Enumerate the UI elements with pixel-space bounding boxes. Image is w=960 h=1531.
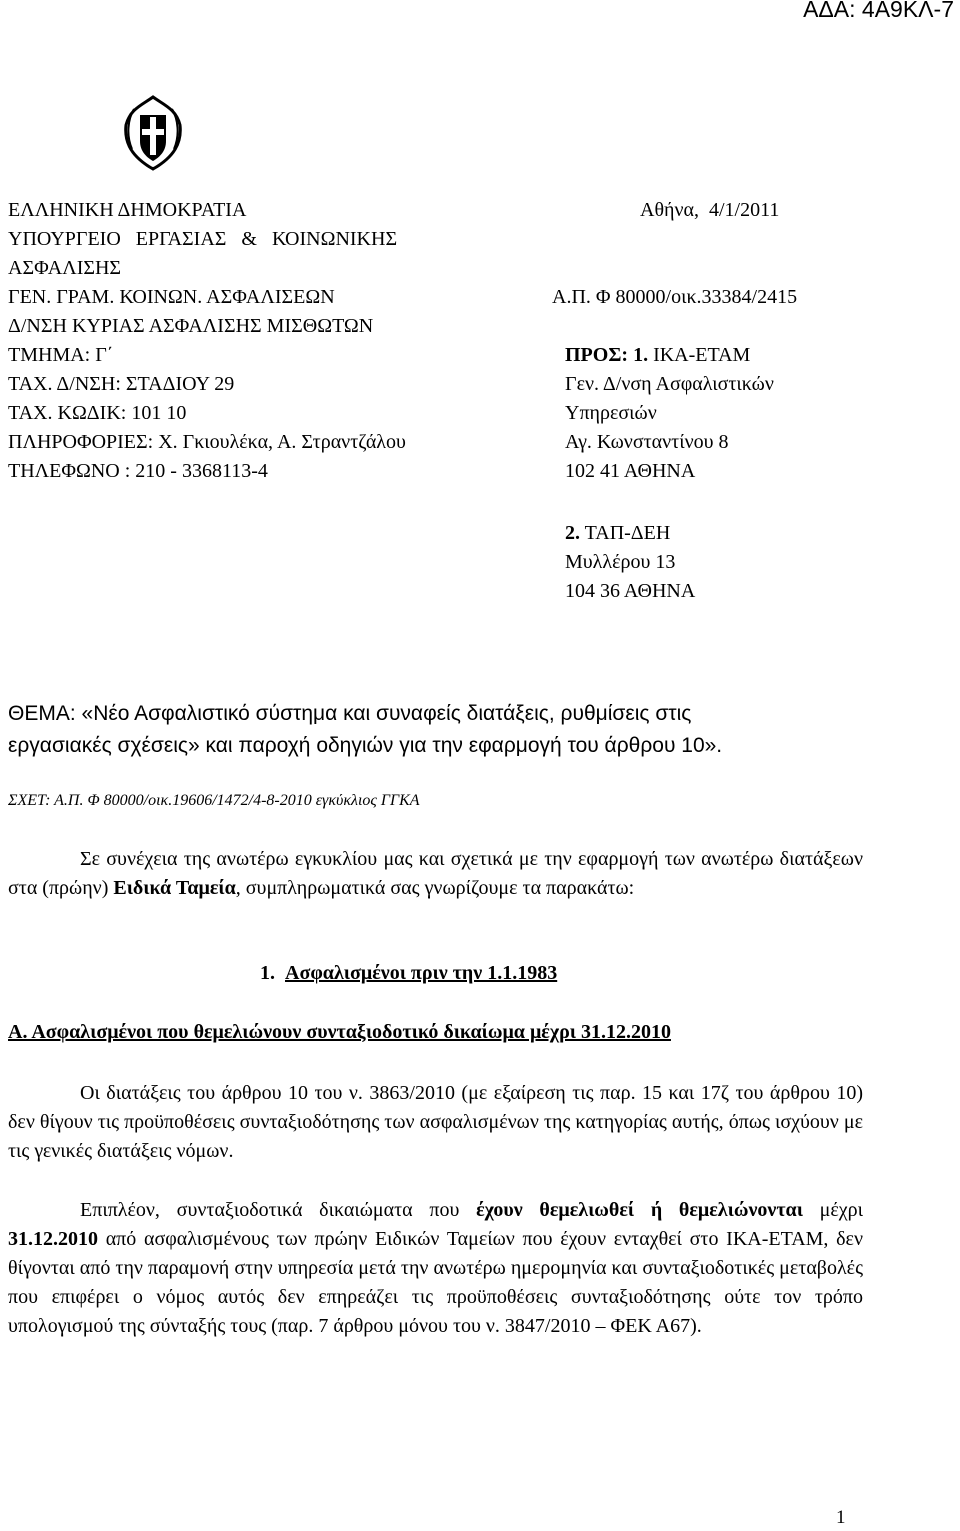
sender-line: ΕΛΛΗΝΙΚΗ ΔΗΜΟΚΡΑΤΙΑ (8, 199, 247, 221)
paragraph-2-text: Επιπλέον, συνταξιοδοτικά δικαιώματα που (80, 1199, 477, 1221)
sender-line: Δ/ΝΣΗ ΚΥΡΙΑΣ ΑΣΦΑΛΙΣΗΣ ΜΙΣΘΩΤΩΝ (8, 315, 374, 337)
reference-line: ΣΧΕΤ: Α.Π. Φ 80000/οικ.19606/1472/4-8-2010 εγκύκλιος ΓΓΚΑ (8, 792, 420, 809)
sender-line: ΤΗΛΕΦΩΝΟ : 210 - 3368113-4 (8, 460, 268, 482)
sender-line: ΑΣΦΑΛΙΣΗΣ (8, 257, 122, 279)
sender-line: ΤΜΗΜΑ: Γ΄ (8, 344, 114, 366)
recipient-2-number: 2. (565, 522, 580, 544)
ada-code: ΑΔΑ: 4Α9ΚΛ-7 (803, 0, 954, 22)
to-label: ΠΡΟΣ: (565, 344, 629, 366)
recipient-2-block (565, 519, 695, 606)
section-1-heading (260, 962, 557, 985)
section-1-number: 1. (260, 962, 275, 984)
intro-text-end: , συμπληρωματικά σας γνωρίζουμε τα παρακάτω: (235, 877, 635, 899)
intro-paragraph (8, 845, 863, 903)
intro-text: Σε συνέχεια της ανωτέρω εγκυκλίου μας και σχετικά με την εφαρμογή των ανωτέρω διατάξεων στα (πρώην) (8, 848, 863, 899)
section-a-heading: Α. Ασφαλισμένοι που θεμελιώνουν συνταξιοδοτικό δικαίωμα μέχρι 31.12.2010 (8, 1021, 671, 1043)
sender-line: ΠΛΗΡΟΦΟΡΙΕΣ: Χ. Γκιουλέκα, Α. Στραντζάλου (8, 431, 406, 453)
recipient-1-line: 102 41 ΑΘΗΝΑ (565, 460, 696, 482)
recipient-1-line: Υπηρεσιών (565, 402, 657, 424)
sender-line: ΓΕΝ. ΓΡΑΜ. ΚΟΙΝΩΝ. ΑΣΦΑΛΙΣΕΩΝ (8, 286, 335, 308)
sender-line: ΤΑΧ. Δ/ΝΣΗ: ΣΤΑΔΙΟΥ 29 (8, 373, 235, 395)
recipient-2-line: 104 36 ΑΘΗΝΑ (565, 580, 696, 602)
recipient-1-line: Αγ. Κωνσταντίνου 8 (565, 431, 729, 453)
sender-line: ΥΠΟΥΡΓΕΙΟ ΕΡΓΑΣΙΑΣ & ΚΟΙΝΩΝΙΚΗΣ (8, 228, 398, 250)
sender-line: ΤΑΧ. ΚΩΔΙΚ: 101 10 (8, 402, 187, 424)
paragraph-2 (8, 1196, 863, 1341)
paragraph-1 (8, 1079, 863, 1166)
recipient-1-number: 1. (633, 344, 649, 366)
page-number: 1 (836, 1507, 846, 1528)
recipient-2-line: Μυλλέρου 13 (565, 551, 676, 573)
section-1-title: Ασφαλισμένοι πριν την 1.1.1983 (285, 962, 558, 984)
subject-line: ΘΕΜΑ: «Νέο Ασφαλιστικό σύστημα και συναφείς διατάξεις, ρυθμίσεις στις (8, 702, 692, 725)
paragraph-2-bold: έχουν θεμελιωθεί ή θεμελιώνονται (476, 1199, 803, 1221)
recipient-1-name: ΙΚΑ-ΕΤΑΜ (653, 344, 751, 366)
paragraph-2-text: μέχρι (802, 1199, 864, 1221)
recipient-2-name: ΤΑΠ-ΔΕΗ (584, 522, 671, 544)
paragraph-2-text: από ασφαλισμένους των πρώην Ειδικών Ταμείων που έχουν ενταχθεί στο ΙΚΑ-ΕΤΑΜ, δεν θίγονται από την παραμονή στην υπηρεσία μετά την ανωτέρω ημερομηνία και συνταξιοδοτικές μεταβολές που επιφέρει ο νόμος αυτός δεν επηρεάζει τις προϋποθέσεις συνταξιοδότησης ούτε τον τρόπο υπολογισμού της σύνταξής τους (παρ. 7 άρθρου μόνου του ν. 3847/2010 – ΦΕΚ Α67). (8, 1228, 863, 1337)
paragraph-2-bold-date: 31.12.2010 (8, 1228, 98, 1250)
sender-block (8, 196, 406, 486)
recipient-1-line: Γεν. Δ/νση Ασφαλιστικών (565, 373, 774, 395)
document-date: Αθήνα, 4/1/2011 (640, 199, 780, 221)
subject-line: εργασιακές σχέσεις» και παροχή οδηγιών για την εφαρμογή του άρθρου 10». (8, 734, 723, 757)
protocol-number: Α.Π. Φ 80000/οικ.33384/2415 (552, 286, 798, 308)
subject-block (8, 698, 722, 762)
paragraph-1-text: Οι διατάξεις του άρθρου 10 του ν. 3863/2010 (με εξαίρεση τις παρ. 15 και 17ζ του άρθρου 10) δεν θίγουν τις προϋποθέσεις συνταξιοδότησης των ασφαλισμένων της κατηγορίας αυτής, όπως ισχύουν με τις γενικές διατάξεις νόμων. (8, 1082, 863, 1162)
intro-bold-text: Ειδικά Ταμεία (113, 877, 236, 899)
recipient-1-block (565, 341, 774, 486)
greek-emblem-logo (122, 95, 184, 173)
